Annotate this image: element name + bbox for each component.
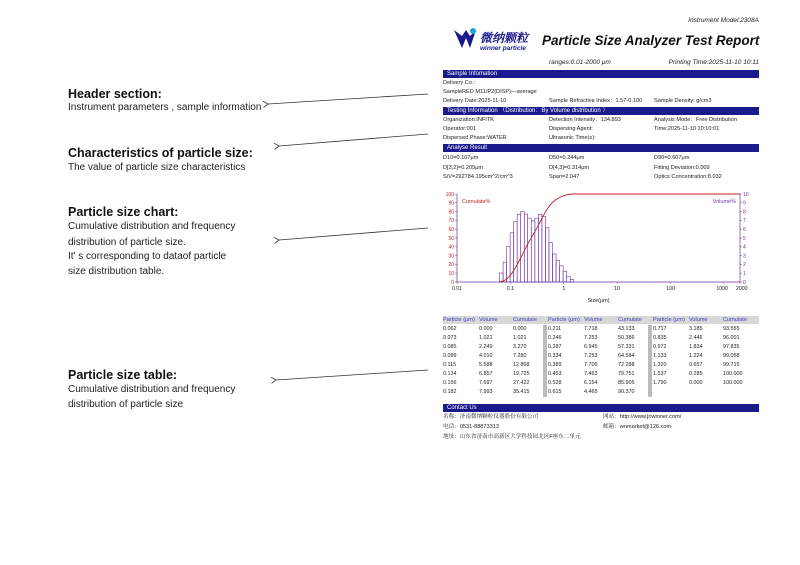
volume-bar xyxy=(531,221,535,282)
testing-row xyxy=(443,116,759,125)
y-right-tick-label: 10 xyxy=(743,191,749,198)
y-left-tick-label: 70 xyxy=(448,218,454,225)
volume-label: Volume% xyxy=(712,199,736,205)
operator: Operator:001 xyxy=(443,126,476,132)
arrow-characteristics xyxy=(279,134,428,146)
col-cumulate-3: Cumulate xyxy=(723,317,747,323)
contact-row xyxy=(443,423,759,432)
report-title: Particle Size Analyzer Test Report xyxy=(542,33,760,48)
table-cell-cumulate: 0.000 xyxy=(513,326,527,332)
contact-row xyxy=(443,433,759,442)
table-cell-volume: 7.253 xyxy=(584,335,598,341)
fitting-deviation: Fitting Deviation:0.009 xyxy=(654,165,710,171)
instrument-model: Instrument Model:2308A xyxy=(688,17,759,24)
span: Span=2.047 xyxy=(549,174,580,180)
x-tick-label: 1000 xyxy=(716,286,728,292)
y-right-tick-label: 5 xyxy=(743,235,746,242)
table-cell-cumulate: 99.058 xyxy=(723,353,740,359)
refractive-index: Sample Refractive Index：1.57-0.100 xyxy=(549,98,643,104)
table-cell-cumulate: 3.270 xyxy=(513,344,527,350)
particle-size-chart xyxy=(440,188,760,308)
y-right-tick-label: 9 xyxy=(743,200,746,207)
annotation-text: Cumulative distribution and frequency xyxy=(68,384,236,395)
table-cell-volume: 0.657 xyxy=(689,362,703,368)
volume-bar xyxy=(545,228,549,282)
annotation-text: distribution of particle size xyxy=(68,399,184,410)
sample-row xyxy=(443,79,759,88)
testing-row xyxy=(443,134,759,143)
volume-bar xyxy=(499,273,503,282)
table-cell-particle: 1.537 xyxy=(653,371,667,377)
table-cell-particle: 1.790 xyxy=(653,380,667,386)
analyse-row xyxy=(443,173,759,182)
sample-row xyxy=(443,88,759,97)
contact-row xyxy=(443,413,759,422)
table-cell-particle: 0.182 xyxy=(443,389,457,395)
table-cell-particle: 0.334 xyxy=(548,353,562,359)
volume-bar xyxy=(549,243,553,282)
y-right-tick-label: 0 xyxy=(743,279,746,286)
ultrasonic-time: Ultrasonic Time(s): xyxy=(549,135,596,141)
col-cumulate-2: Cumulate xyxy=(618,317,642,323)
detection-intensity: Detection Intensity：134.893 xyxy=(549,117,621,123)
dispersed-phase: Dispersed Phase:WATER xyxy=(443,135,507,141)
table-cell-particle: 0.389 xyxy=(548,362,562,368)
table-cell-particle: 0.972 xyxy=(653,344,667,350)
delivery-date: Delivery Date:2025-11-10 xyxy=(443,98,507,104)
y-left-tick-label: 50 xyxy=(448,235,454,242)
cumulate-label: Cumulate% xyxy=(462,199,491,205)
delivery-co: Delivery Co.: xyxy=(443,80,476,86)
d43: D[4,3]=0.314μm xyxy=(549,165,590,171)
table-cell-particle: 0.099 xyxy=(443,353,457,359)
table-cell-cumulate: 35.415 xyxy=(513,389,530,395)
table-cell-particle: 0.085 xyxy=(443,344,457,350)
table-cell-volume: 6.154 xyxy=(584,380,598,386)
table-cell-volume: 6.857 xyxy=(479,371,493,377)
logo-cn: 微纳颗粒 xyxy=(480,31,529,45)
testing-row xyxy=(443,125,759,134)
table-cell-volume: 5.588 xyxy=(479,362,493,368)
sample-name: SampleRED M11/P2(DISP)—average xyxy=(443,89,537,95)
table-cell-cumulate: 57.331 xyxy=(618,344,635,350)
annotation-title: Header section: xyxy=(68,87,162,101)
table-cell-cumulate: 79.751 xyxy=(618,371,635,377)
table-cell-particle: 0.134 xyxy=(443,371,457,377)
col-particle-3: Particle (μm) xyxy=(653,317,685,323)
test-time: Time;2025-11-10 10:10:01 xyxy=(654,126,720,132)
analyse-row xyxy=(443,154,759,163)
address: 地址：山东省济南市高新区大学科技园北区F座东二单元 xyxy=(443,434,581,440)
annotation-text: The value of particle size characteristics xyxy=(68,162,246,173)
col-particle-2: Particle (μm) xyxy=(548,317,580,323)
d32: D[3,2]=0.205μm xyxy=(443,165,484,171)
phone: 电话：0531-88873313 xyxy=(443,424,499,430)
col-volume-2: Volume xyxy=(584,317,603,323)
y-right-tick-label: 3 xyxy=(743,253,746,260)
table-column-separator xyxy=(543,325,547,397)
volume-bar xyxy=(521,212,525,282)
table-cell-cumulate: 7.280 xyxy=(513,353,527,359)
y-left-tick-label: 90 xyxy=(448,200,454,207)
table-cell-particle: 0.453 xyxy=(548,371,562,377)
y-left-tick-label: 100 xyxy=(445,191,454,198)
contact-heading: Contact Us xyxy=(443,404,759,412)
analyse-result-heading: Analyse Result xyxy=(443,144,759,152)
y-left-tick-label: 60 xyxy=(448,227,454,233)
table-cell-particle: 0.211 xyxy=(548,326,562,332)
annotation-text: Instrument parameters , sample information xyxy=(68,102,262,113)
d90: D90=0.607μm xyxy=(654,155,690,161)
y-left-tick-label: 30 xyxy=(448,253,454,260)
sample-info-heading: Sample Infomation xyxy=(443,70,759,78)
d50: D50=0.244μm xyxy=(549,155,585,161)
volume-bar xyxy=(563,271,567,282)
y-left-tick-label: 10 xyxy=(448,271,454,277)
table-cell-particle: 1.320 xyxy=(653,362,667,368)
table-cell-cumulate: 97.835 xyxy=(723,344,740,350)
table-cell-particle: 0.615 xyxy=(548,389,562,395)
table-cell-volume: 1.834 xyxy=(689,344,703,350)
winner-particle-logo-icon xyxy=(452,26,478,52)
x-tick-label: 0.01 xyxy=(451,286,463,292)
table-cell-particle: 0.062 xyxy=(443,326,457,332)
organization: Organization:INFITK xyxy=(443,117,494,123)
annotation-title: Particle size chart: xyxy=(68,205,179,219)
table-cell-cumulate: 99.715 xyxy=(723,362,740,368)
arrow-header xyxy=(268,94,428,104)
x-tick-label: 0.1 xyxy=(506,286,514,292)
printing-time: Printing Time:2025-11-10 10:11 xyxy=(668,59,759,66)
y-left-tick-label: 40 xyxy=(448,244,454,251)
d10: D10=0.107μm xyxy=(443,155,479,161)
table-cell-cumulate: 100.000 xyxy=(723,371,743,377)
email-link[interactable]: 邮箱：wnmarket@126.com xyxy=(603,424,672,430)
table-cell-volume: 7.463 xyxy=(584,371,598,377)
analysis-mode: Analysis Mode：Free Distribution xyxy=(654,117,738,123)
table-header xyxy=(443,316,759,324)
table-cell-cumulate: 19.725 xyxy=(513,371,530,377)
col-volume-1: Volume xyxy=(479,317,498,323)
volume-bar xyxy=(567,276,571,282)
sample-row xyxy=(443,97,759,106)
volume-bar xyxy=(517,214,521,282)
analyse-row xyxy=(443,164,759,173)
table-cell-volume: 1.224 xyxy=(689,353,703,359)
col-cumulate-1: Cumulate xyxy=(513,317,537,323)
y-right-tick-label: 4 xyxy=(743,244,746,251)
dispersing-agent: Dispersing Agent: xyxy=(549,126,593,132)
volume-bar xyxy=(542,216,546,282)
x-tick-label: 10 xyxy=(614,286,621,292)
table-cell-cumulate: 85.905 xyxy=(618,380,635,386)
y-right-tick-label: 7 xyxy=(743,218,746,225)
table-cell-volume: 4.465 xyxy=(584,389,598,395)
table-cell-particle: 0.835 xyxy=(653,335,667,341)
annotation-text: It' s corresponding to dataof particle xyxy=(68,251,227,262)
x-tick-label: 1 xyxy=(562,286,566,292)
table-cell-volume: 7.718 xyxy=(584,326,598,332)
company-name: 名称：济南微纳颗粒仪器股份有限公司 xyxy=(443,414,539,420)
volume-bar xyxy=(570,279,574,282)
table-cell-volume: 2.249 xyxy=(479,344,493,350)
table-cell-cumulate: 96.001 xyxy=(723,335,740,341)
y-right-tick-label: 1 xyxy=(743,271,746,277)
table-cell-volume: 3.185 xyxy=(689,326,703,332)
annotation-text: distribution of particle size. xyxy=(68,237,186,248)
table-cell-volume: 7.993 xyxy=(479,389,493,395)
table-cell-cumulate: 43.133 xyxy=(618,326,635,332)
table-cell-cumulate: 100.000 xyxy=(723,380,743,386)
table-cell-cumulate: 50.386 xyxy=(618,335,635,341)
x-axis-label: Size(μm) xyxy=(587,298,610,304)
cumulate-curve xyxy=(499,194,740,282)
sample-density: Sample Density: g/cm3 xyxy=(654,98,712,104)
optics-concentration: Optics Concentration:8.032 xyxy=(654,174,722,180)
arrow-chart xyxy=(279,228,428,240)
table-cell-volume: 6.945 xyxy=(584,344,598,350)
table-cell-volume: 1.021 xyxy=(479,335,493,341)
table-cell-volume: 7.253 xyxy=(584,353,598,359)
annotation-text: size distribution table. xyxy=(68,266,165,277)
volume-bar xyxy=(553,254,557,282)
x-tick-label: 2000 xyxy=(736,286,748,292)
table-cell-volume: 0.285 xyxy=(689,371,703,377)
y-left-tick-label: 20 xyxy=(448,262,454,269)
testing-info-heading: Testing Information （Distribution：By Volume distribution ） xyxy=(443,107,759,115)
table-cell-volume: 7.697 xyxy=(479,380,493,386)
table-column-separator xyxy=(648,325,652,397)
table-cell-volume: 0.000 xyxy=(479,326,493,332)
table-cell-cumulate: 64.584 xyxy=(618,353,635,359)
table-cell-cumulate: 27.422 xyxy=(513,380,530,386)
table-cell-particle: 0.528 xyxy=(548,380,562,386)
table-cell-cumulate: 1.021 xyxy=(513,335,527,341)
table-cell-volume: 7.705 xyxy=(584,362,598,368)
table-cell-volume: 2.446 xyxy=(689,335,703,341)
table-cell-particle: 0.115 xyxy=(443,362,457,368)
logo-en: winner particle xyxy=(480,45,526,52)
table-cell-volume: 0.000 xyxy=(689,380,703,386)
y-left-tick-label: 80 xyxy=(448,209,454,216)
annotation-title: Particle size table: xyxy=(68,368,178,382)
table-cell-particle: 0.246 xyxy=(548,335,562,341)
col-volume-3: Volume xyxy=(689,317,708,323)
table-cell-cumulate: 12.868 xyxy=(513,362,530,368)
col-particle-1: Particle (μm) xyxy=(443,317,475,323)
table-cell-volume: 4.010 xyxy=(479,353,493,359)
y-left-tick-label: 0 xyxy=(451,279,454,286)
table-cell-particle: 0.717 xyxy=(653,326,667,332)
table-cell-particle: 1.133 xyxy=(653,353,667,359)
table-body xyxy=(443,325,759,399)
table-cell-particle: 0.073 xyxy=(443,335,457,341)
volume-bar xyxy=(556,260,560,282)
y-right-tick-label: 6 xyxy=(743,227,746,233)
table-cell-particle: 0.156 xyxy=(443,380,457,386)
annotation-text: Cumulative distribution and frequency xyxy=(68,221,236,232)
table-cell-cumulate: 90.370 xyxy=(618,389,635,395)
volume-bar xyxy=(514,222,518,282)
volume-bar xyxy=(528,218,532,282)
volume-bar xyxy=(560,266,564,282)
website-link[interactable]: 网站：http://www.jnwinner.com/ xyxy=(603,414,682,420)
table-cell-particle: 0.287 xyxy=(548,344,562,350)
table-cell-cumulate: 72.288 xyxy=(618,362,635,368)
ranges: ranges:0.01-2000 μm xyxy=(549,59,611,66)
y-right-tick-label: 8 xyxy=(743,209,746,216)
annotation-title: Characteristics of particle size: xyxy=(68,146,253,160)
surface-volume: S/V=292784.195cm^2/cm^3 xyxy=(443,174,513,180)
arrow-table xyxy=(276,370,428,380)
table-cell-cumulate: 93.555 xyxy=(723,326,740,332)
x-tick-label: 100 xyxy=(666,286,675,292)
y-right-tick-label: 2 xyxy=(743,262,746,269)
